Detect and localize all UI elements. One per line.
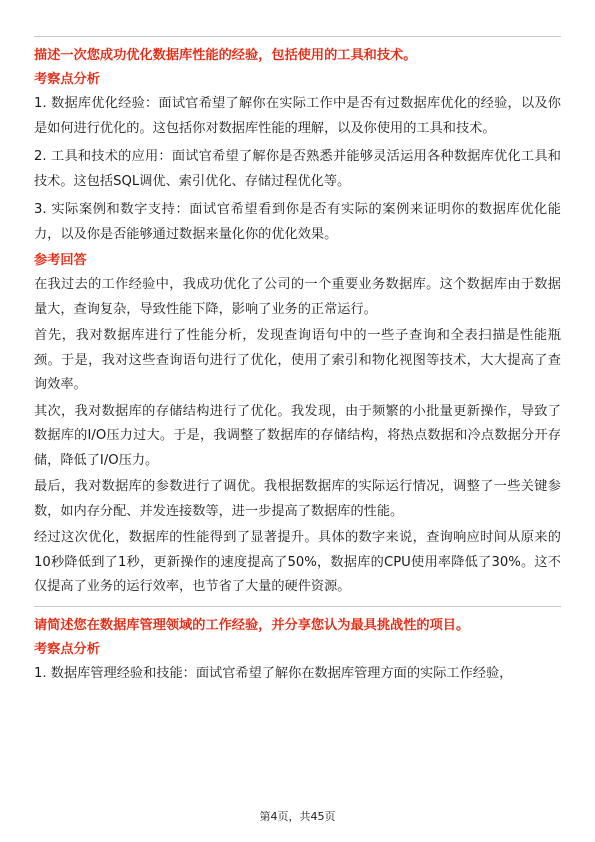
- question-block-1: [34, 37, 561, 600]
- question-title: 描述一次您成功优化数据库性能的经验，包括使用的工具和技术。: [34, 48, 417, 63]
- answer-paragraph: 在我过去的工作经验中，我成功优化了公司的一个重要业务数据库。这个数据库由于数据量大，查询复杂，导致性能下降，影响了业务的正常运行。: [34, 277, 561, 317]
- page-number: 第4页，共45页: [259, 810, 336, 823]
- analysis-heading: 考察点分析: [34, 72, 100, 87]
- analysis-item: 3. 实际案例和数字支持：面试官希望看到你是否有实际的案例来证明你的数据库优化能力，以及你是否能够通过数据来量化你的优化效果。: [34, 202, 561, 242]
- question-block-2: [34, 607, 561, 687]
- answer-heading: 参考回答: [34, 253, 87, 268]
- analysis-item: 1. 数据库管理经验和技能：面试官希望了解你在数据库管理方面的实际工作经验，: [34, 665, 513, 681]
- reference-answer: [34, 251, 561, 600]
- answer-paragraph: 最后，我对数据库的参数进行了调优。我根据数据库的实际运行情况，调整了一些关键参数，如内存分配、并发连接数等，进一步提高了数据库的性能。: [34, 479, 561, 519]
- question-title: 请简述您在数据库管理领域的工作经验，并分享您认为最具挑战性的项目。: [34, 617, 470, 633]
- answer-paragraph: 经过这次优化，数据库的性能得到了显著提升。具体的数字来说，查询响应时间从原来的10秒降低到了1秒，更新操作的速度提高了50%，数据库的CPU使用率降低了30%。这不仅提高了业务的运行效率，也节省了大量的硬件资源。: [34, 530, 561, 594]
- answer-paragraph: 首先，我对数据库进行了性能分析，发现查询语句中的一些子查询和全表扫描是性能瓶颈。于是，我对这些查询语句进行了优化，使用了索引和物化视图等技术，大大提高了查询效率。: [34, 328, 561, 392]
- answer-paragraph: 其次，我对数据库的存储结构进行了优化。我发现，由于频繁的小批量更新操作，导致了数据库的I/O压力过大。于是，我调整了数据库的存储结构，将热点数据和冷点数据分开存储，降低了I/O压力。: [34, 403, 561, 468]
- analysis-heading: 考察点分析: [34, 641, 100, 657]
- document-page: [34, 36, 561, 689]
- analysis-item: 1. 数据库优化经验：面试官希望了解你在实际工作中是否有过数据库优化的经验，以及你是如何进行优化的。这包括你对数据库性能的理解，以及你使用的工具和技术。: [34, 96, 561, 136]
- analysis-item: 2. 工具和技术的应用：面试官希望了解你是否熟悉并能够灵活运用各种数据库优化工具和技术。这包括SQL调优、索引优化、存储过程优化等。: [34, 149, 561, 189]
